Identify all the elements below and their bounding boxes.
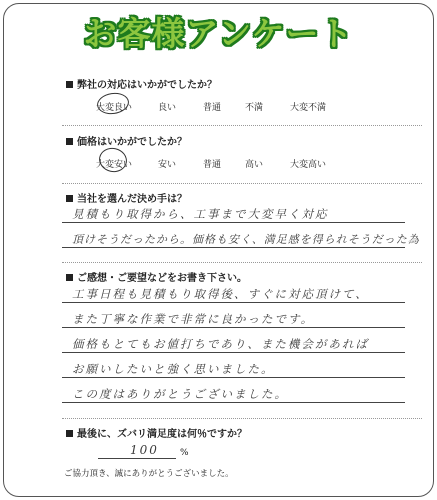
answer-rule — [62, 402, 405, 403]
answer-rule — [62, 327, 405, 328]
answer-rule — [62, 247, 405, 248]
handwritten-answer-line: 見積もり取得から、工事まで大変早く対応 — [72, 207, 329, 221]
option-label[interactable]: 安い — [158, 160, 177, 170]
square-bullet-icon — [66, 430, 73, 437]
question-price — [66, 133, 187, 148]
section-divider — [62, 125, 422, 126]
option-label[interactable]: 高い — [245, 160, 264, 170]
square-bullet-icon — [66, 81, 73, 88]
answer-rule — [62, 352, 405, 353]
survey-title: お客様アンケート — [83, 14, 354, 53]
section-divider — [62, 262, 422, 263]
answer-rule — [62, 302, 405, 303]
square-bullet-icon — [66, 138, 73, 145]
square-bullet-icon — [66, 195, 73, 202]
handwritten-answer-line: お願いしたいと強く思いました。 — [72, 362, 275, 376]
question-satisfaction — [66, 425, 247, 440]
satisfaction-rule — [98, 458, 176, 459]
option-label[interactable]: 大変安い — [96, 160, 133, 170]
question-comments — [66, 269, 247, 284]
question-label: 弊社の対応はいかがでしたか？ — [77, 80, 217, 91]
question-label: 当社を選んだ決め手は？ — [77, 194, 187, 205]
question-label: 価格はいかがでしたか？ — [77, 137, 187, 148]
square-bullet-icon — [66, 274, 73, 281]
option-label[interactable]: 大変不満 — [290, 103, 327, 113]
handwritten-answer-line: 工事日程も見積もり取得後、すぐに対応頂けて、 — [72, 287, 369, 301]
question-label: ご感想・ご要望などをお書き下さい。 — [77, 273, 247, 284]
option-label[interactable]: 普通 — [203, 103, 222, 113]
option-label[interactable]: 良い — [158, 103, 177, 113]
handwritten-answer-line: 価格もとてもお値打ちであり、また機会があれば — [72, 337, 369, 351]
question-service — [66, 76, 217, 91]
answer-rule — [62, 377, 405, 378]
percent-unit: % — [180, 448, 189, 458]
handwritten-answer-line: また丁寧な作業で非常に良かったです。 — [72, 312, 315, 326]
option-label[interactable]: 大変良い — [96, 103, 133, 113]
section-divider — [62, 418, 422, 419]
section-divider — [62, 183, 422, 184]
thank-you-note: ご協力頂き、誠にありがとうございました。 — [64, 469, 234, 479]
answer-rule — [62, 222, 405, 223]
option-label[interactable]: 普通 — [203, 160, 222, 170]
question-label: 最後に、ズバリ満足度は何％ですか？ — [77, 429, 247, 440]
handwritten-answer-line: 頂けそうだったから。価格も安く、満足感を得られそうだった為 — [72, 233, 420, 246]
option-label[interactable]: 大変高い — [290, 160, 327, 170]
satisfaction-value[interactable]: 100 — [130, 443, 159, 457]
option-label[interactable]: 不満 — [245, 103, 264, 113]
handwritten-answer-line: この度はありがとうございました。 — [72, 387, 288, 401]
question-deciding-factor — [66, 190, 187, 205]
